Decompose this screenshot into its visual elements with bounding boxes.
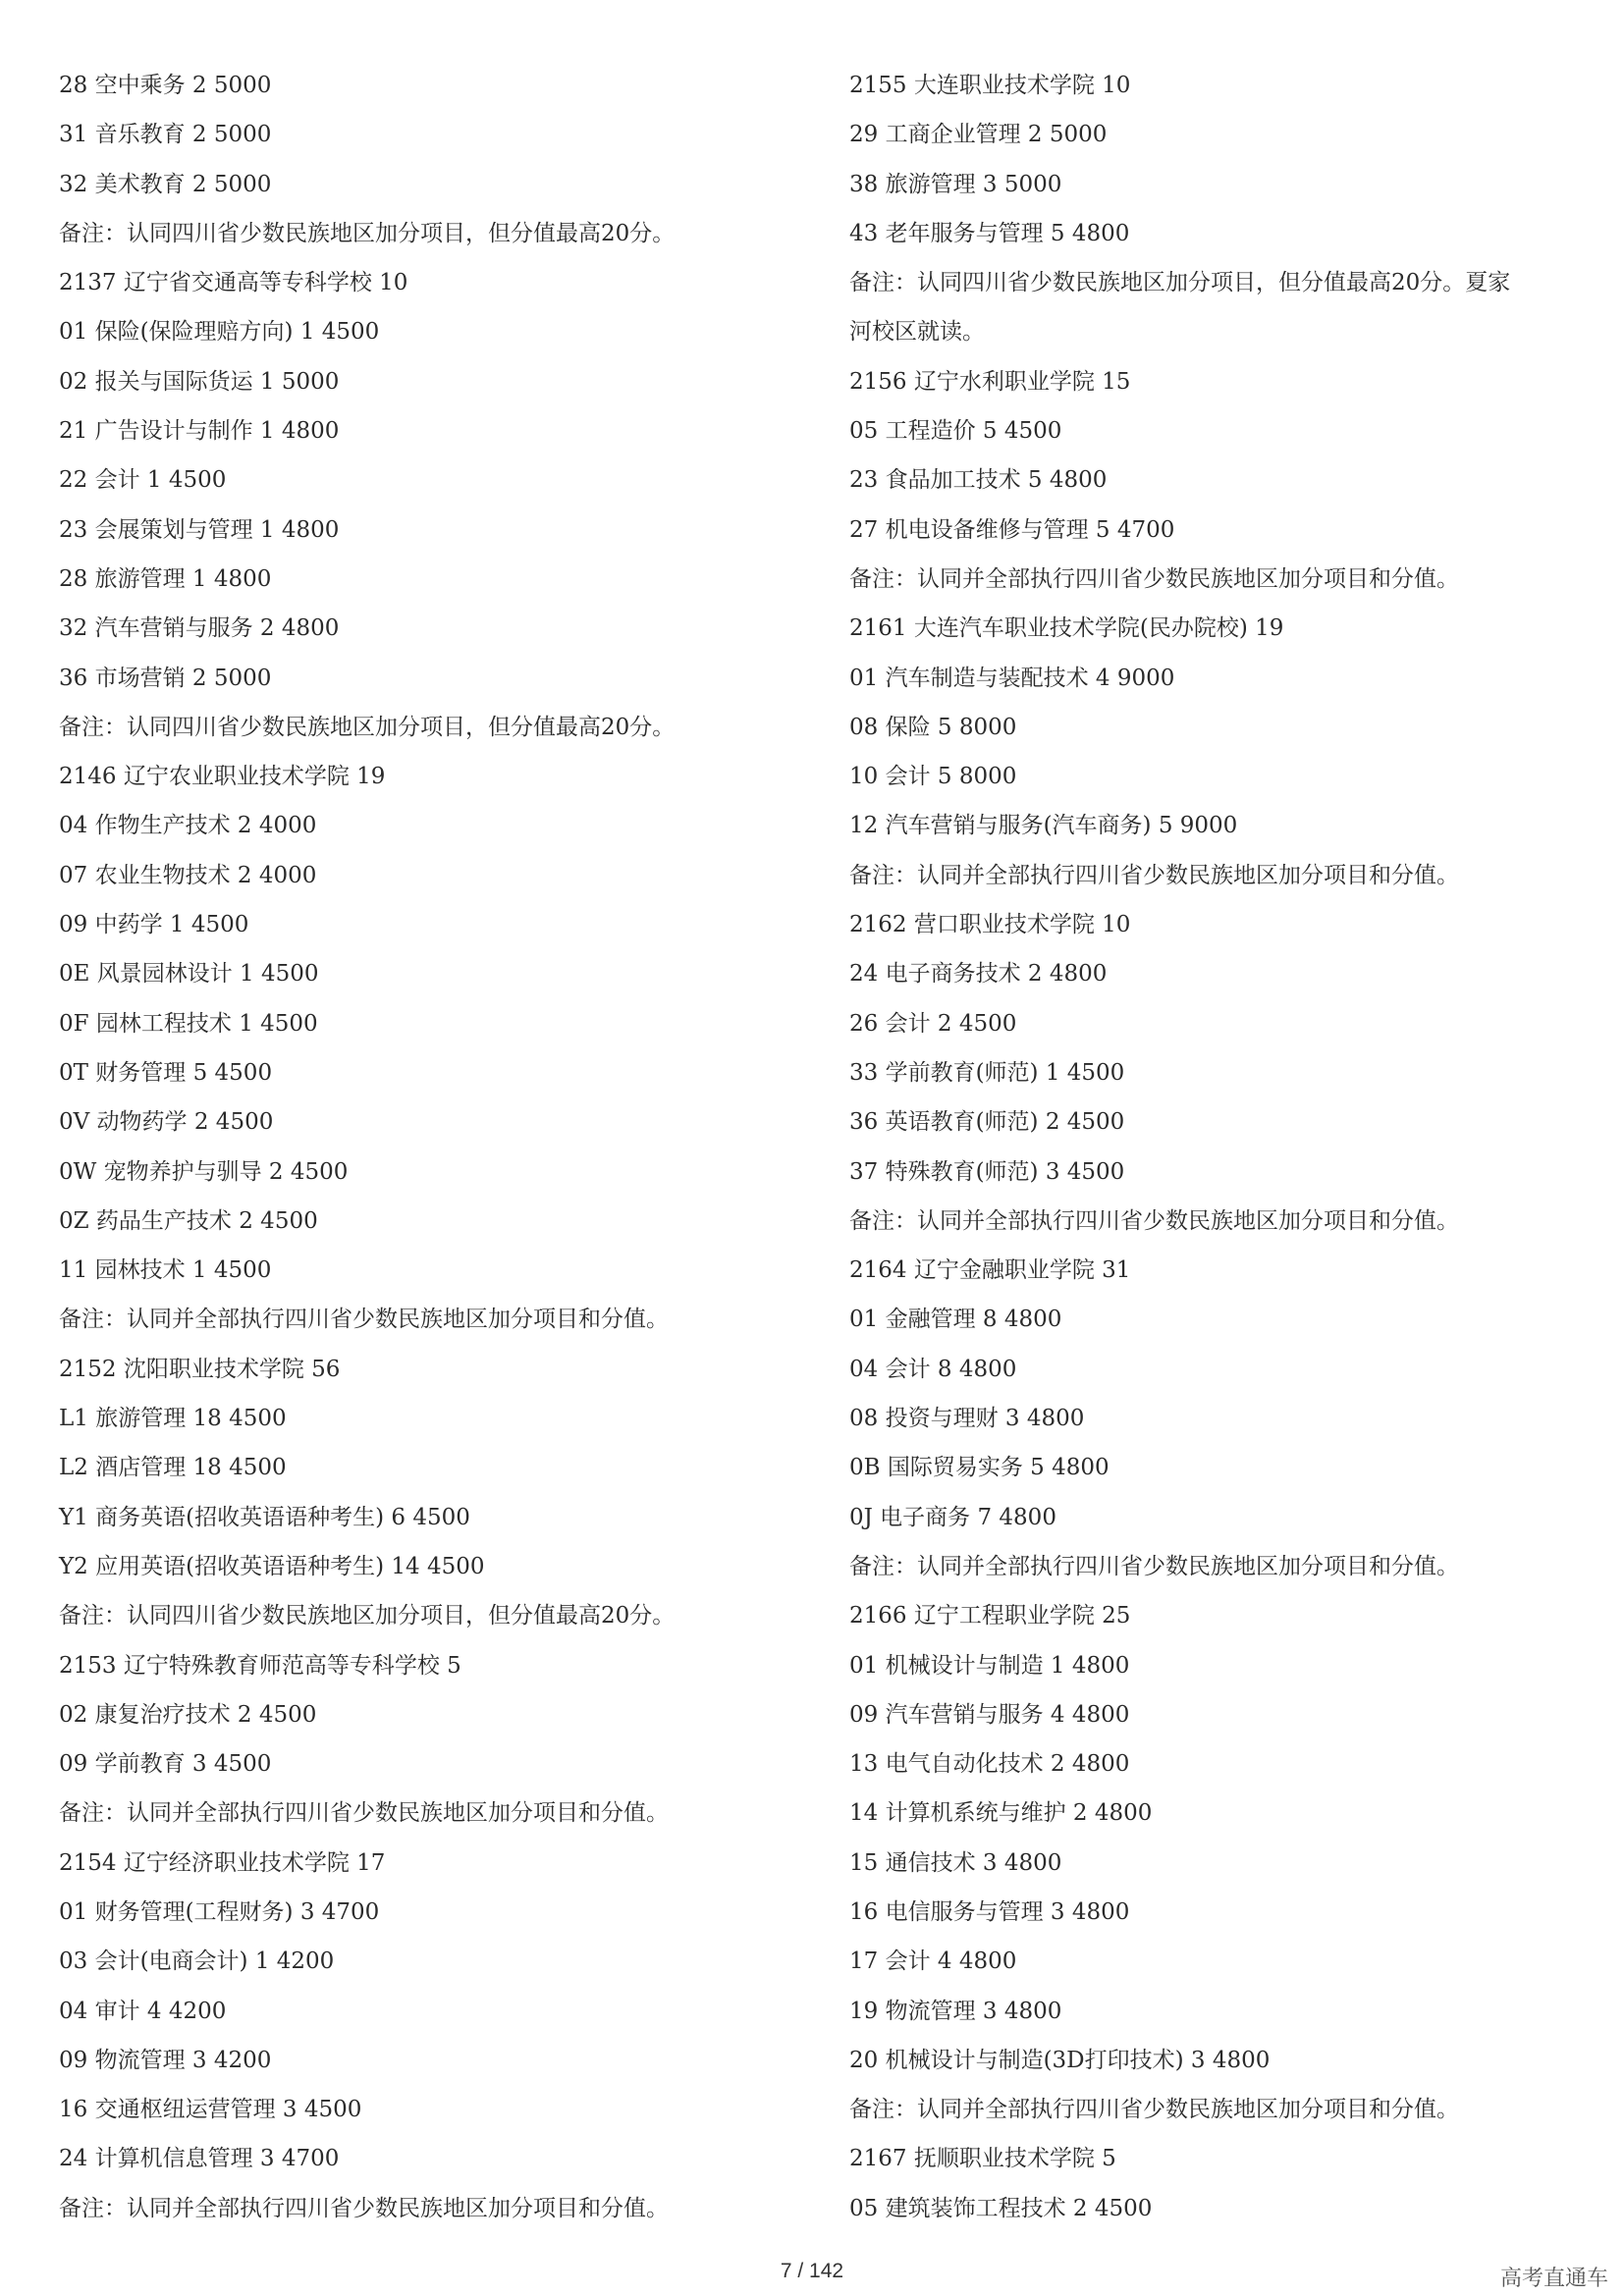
school-line: 2155 大连职业技术学院 10 xyxy=(849,73,1131,98)
major-line: 09 学前教育 3 4500 xyxy=(59,1751,272,1778)
major-line: 10 会计 5 8000 xyxy=(849,764,1017,790)
major-line: 36 英语教育(师范) 2 4500 xyxy=(849,1109,1125,1136)
school-line: 2152 沈阳职业技术学院 56 xyxy=(59,1356,341,1382)
major-line: 05 建筑装饰工程技术 2 4500 xyxy=(849,2195,1153,2221)
major-line: 31 音乐教育 2 5000 xyxy=(59,122,272,148)
major-line: 11 园林技术 1 4500 xyxy=(59,1257,272,1284)
major-line: Y1 商务英语(招收英语语种考生) 6 4500 xyxy=(59,1504,470,1530)
major-line: 04 会计 8 4800 xyxy=(849,1356,1017,1382)
major-line: 24 电子商务技术 2 4800 xyxy=(849,961,1108,988)
major-line: 02 报关与国际货运 1 5000 xyxy=(59,368,340,395)
major-line: 43 老年服务与管理 5 4800 xyxy=(849,220,1130,246)
major-line: 05 工程造价 5 4500 xyxy=(849,418,1062,445)
major-line: 0W 宠物养护与驯导 2 4500 xyxy=(59,1158,349,1185)
remark-line: 备注：认同四川省少数民族地区加分项目，但分值最高20分。 xyxy=(59,714,676,740)
remark-continuation-line: 河校区就读。 xyxy=(849,319,985,346)
major-line: 24 计算机信息管理 3 4700 xyxy=(59,2146,340,2172)
remark-line: 备注：认同四川省少数民族地区加分项目，但分值最高20分。 xyxy=(59,1603,676,1629)
school-line: 2156 辽宁水利职业学院 15 xyxy=(849,368,1131,395)
major-line: 28 旅游管理 1 4800 xyxy=(59,565,272,592)
school-line: 2164 辽宁金融职业学院 31 xyxy=(849,1257,1131,1284)
major-line: 01 金融管理 8 4800 xyxy=(849,1307,1062,1333)
right-column xyxy=(849,61,1596,2233)
remark-line: 备注：认同四川省少数民族地区加分项目，但分值最高20分。夏家 xyxy=(849,270,1511,296)
major-line: 23 会展策划与管理 1 4800 xyxy=(59,516,340,543)
major-line: 01 机械设计与制造 1 4800 xyxy=(849,1652,1130,1679)
remark-line: 备注：认同并全部执行四川省少数民族地区加分项目和分值。 xyxy=(849,565,1459,592)
major-line: 0F 园林工程技术 1 4500 xyxy=(59,1010,318,1037)
major-line: 32 汽车营销与服务 2 4800 xyxy=(59,615,340,642)
remark-line: 备注：认同并全部执行四川省少数民族地区加分项目和分值。 xyxy=(849,862,1459,888)
major-line: 08 保险 5 8000 xyxy=(849,714,1017,740)
major-line: 04 作物生产技术 2 4000 xyxy=(59,813,317,839)
major-line: 23 食品加工技术 5 4800 xyxy=(849,467,1108,494)
major-line: 16 交通枢纽运营管理 3 4500 xyxy=(59,2097,362,2123)
major-line: 01 汽车制造与装配技术 4 9000 xyxy=(849,665,1175,691)
major-line: L1 旅游管理 18 4500 xyxy=(59,1406,287,1432)
major-line: 28 空中乘务 2 5000 xyxy=(59,73,272,98)
major-line: Y2 应用英语(招收英语语种考生) 14 4500 xyxy=(59,1553,485,1579)
remark-line: 备注：认同并全部执行四川省少数民族地区加分项目和分值。 xyxy=(849,2097,1459,2123)
major-line: 0E 风景园林设计 1 4500 xyxy=(59,961,319,988)
major-line: 32 美术教育 2 5000 xyxy=(59,171,272,197)
remark-line: 备注：认同并全部执行四川省少数民族地区加分项目和分值。 xyxy=(849,1207,1459,1234)
major-line: 19 物流管理 3 4800 xyxy=(849,1998,1062,2024)
major-line: 09 物流管理 3 4200 xyxy=(59,2047,272,2073)
major-line: 13 电气自动化技术 2 4800 xyxy=(849,1751,1130,1778)
major-line: 22 会计 1 4500 xyxy=(59,467,227,494)
school-line: 2153 辽宁特殊教育师范高等专科学校 5 xyxy=(59,1652,461,1679)
major-line: 36 市场营销 2 5000 xyxy=(59,665,272,691)
major-line: 0V 动物药学 2 4500 xyxy=(59,1109,274,1136)
major-line: 12 汽车营销与服务(汽车商务) 5 9000 xyxy=(849,813,1238,839)
major-line: 08 投资与理财 3 4800 xyxy=(849,1406,1085,1432)
major-line: 0Z 药品生产技术 2 4500 xyxy=(59,1207,318,1234)
major-line: 04 审计 4 4200 xyxy=(59,1998,227,2024)
school-line: 2137 辽宁省交通高等专科学校 10 xyxy=(59,270,408,296)
major-line: 0B 国际贸易实务 5 4800 xyxy=(849,1455,1110,1481)
page-number: 7 / 142 xyxy=(780,2260,844,2282)
school-line: 2146 辽宁农业职业技术学院 19 xyxy=(59,764,386,790)
major-line: 16 电信服务与管理 3 4800 xyxy=(849,1898,1130,1925)
school-line: 2161 大连汽车职业技术学院(民办院校) 19 xyxy=(849,615,1284,642)
major-line: 01 财务管理(工程财务) 3 4700 xyxy=(59,1898,380,1925)
remark-line: 备注：认同并全部执行四川省少数民族地区加分项目和分值。 xyxy=(849,1553,1459,1579)
major-line: 02 康复治疗技术 2 4500 xyxy=(59,1701,317,1728)
major-line: 01 保险(保险理赔方向) 1 4500 xyxy=(59,319,380,346)
school-line: 2167 抚顺职业技术学院 5 xyxy=(849,2146,1116,2172)
major-line: 09 中药学 1 4500 xyxy=(59,912,249,938)
major-line: 15 通信技术 3 4800 xyxy=(849,1849,1062,1876)
major-line: L2 酒店管理 18 4500 xyxy=(59,1455,287,1481)
major-line: 0T 财务管理 5 4500 xyxy=(59,1059,273,1086)
major-line: 20 机械设计与制造(3D打印技术) 3 4800 xyxy=(849,2047,1271,2073)
major-line: 21 广告设计与制作 1 4800 xyxy=(59,418,340,445)
school-line: 2166 辽宁工程职业学院 25 xyxy=(849,1603,1131,1629)
major-line: 29 工商企业管理 2 5000 xyxy=(849,122,1108,148)
major-line: 17 会计 4 4800 xyxy=(849,1949,1017,1975)
watermark: 高考直通车 xyxy=(1499,2267,1608,2291)
remark-line: 备注：认同并全部执行四川省少数民族地区加分项目和分值。 xyxy=(59,2195,669,2221)
major-line: 14 计算机系统与维护 2 4800 xyxy=(849,1800,1153,1827)
major-line: 26 会计 2 4500 xyxy=(849,1010,1017,1037)
remark-line: 备注：认同并全部执行四川省少数民族地区加分项目和分值。 xyxy=(59,1800,669,1827)
major-line: 07 农业生物技术 2 4000 xyxy=(59,862,317,888)
major-line: 33 学前教育(师范) 1 4500 xyxy=(849,1059,1125,1086)
remark-line: 备注：认同并全部执行四川省少数民族地区加分项目和分值。 xyxy=(59,1307,669,1333)
major-line: 38 旅游管理 3 5000 xyxy=(849,171,1062,197)
left-column xyxy=(59,61,805,2233)
major-line: 03 会计(电商会计) 1 4200 xyxy=(59,1949,335,1975)
major-line: 0J 电子商务 7 4800 xyxy=(849,1504,1056,1530)
school-line: 2154 辽宁经济职业技术学院 17 xyxy=(59,1849,386,1876)
remark-line: 备注：认同四川省少数民族地区加分项目，但分值最高20分。 xyxy=(59,220,676,246)
major-line: 37 特殊教育(师范) 3 4500 xyxy=(849,1158,1125,1185)
major-line: 09 汽车营销与服务 4 4800 xyxy=(849,1701,1130,1728)
school-line: 2162 营口职业技术学院 10 xyxy=(849,912,1131,938)
major-line: 27 机电设备维修与管理 5 4700 xyxy=(849,516,1175,543)
